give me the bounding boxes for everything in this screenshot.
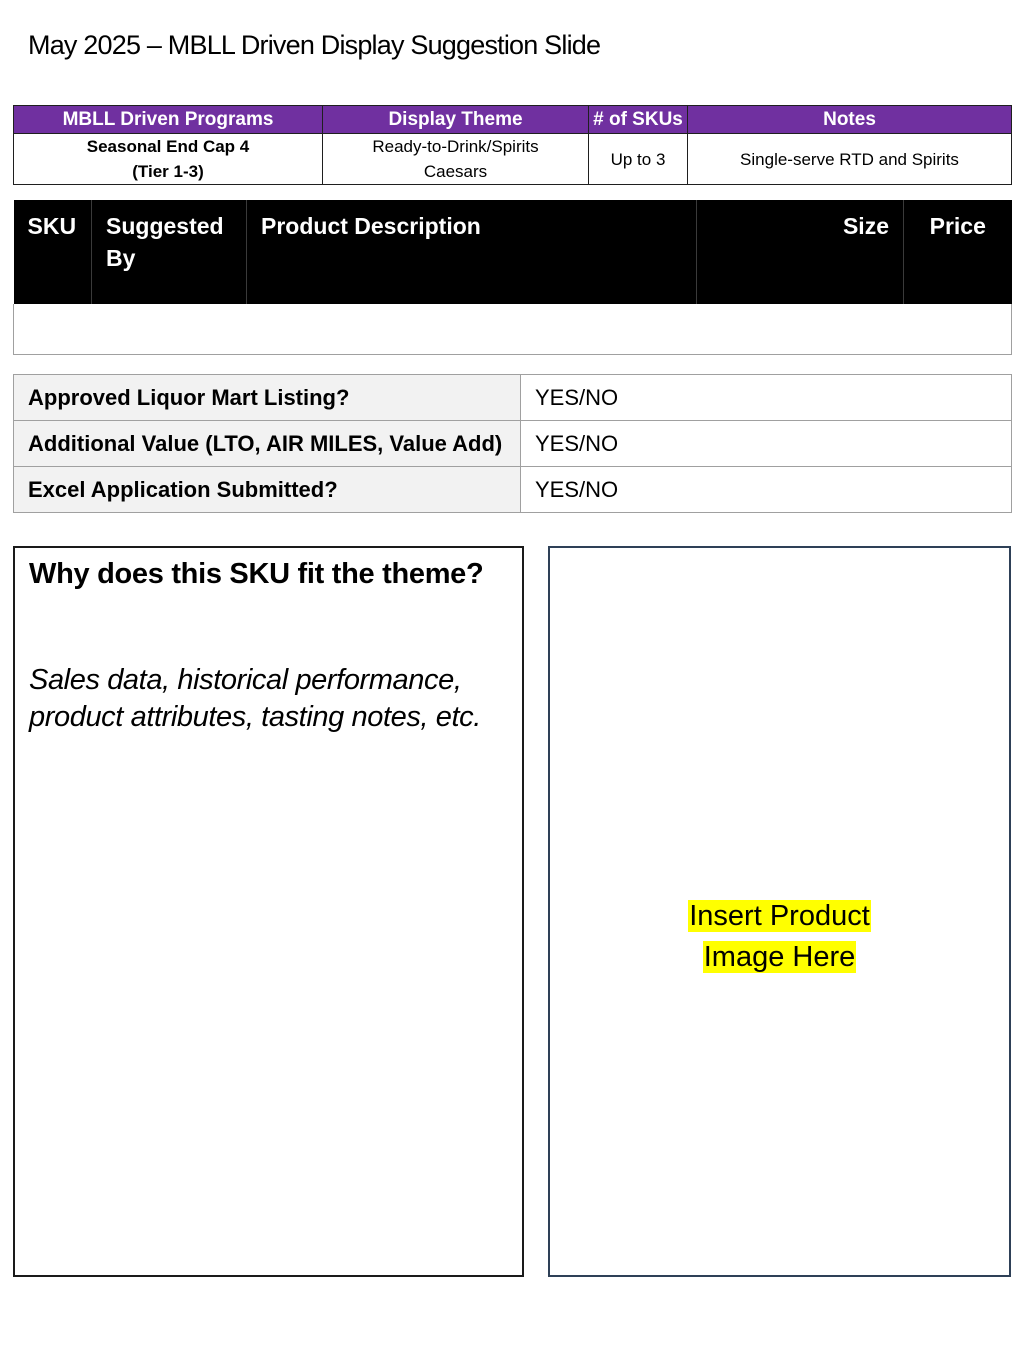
program-line2: (Tier 1-3) bbox=[132, 162, 204, 181]
program-table-header-row bbox=[14, 106, 1012, 134]
sku-table-header-row bbox=[14, 200, 1012, 304]
check-row bbox=[14, 421, 1012, 467]
header-suggested-by bbox=[92, 200, 247, 304]
checks-table bbox=[13, 374, 1012, 513]
header-mbll-driven-programs: MBLL Driven Programs bbox=[14, 106, 323, 134]
header-display-theme: Display Theme bbox=[323, 106, 589, 134]
cell-theme[interactable] bbox=[323, 134, 589, 185]
sku-entry-cell[interactable] bbox=[14, 304, 1012, 355]
sku-table-entry-row bbox=[14, 304, 1012, 355]
program-table bbox=[13, 105, 1012, 185]
program-table-row bbox=[14, 134, 1012, 185]
why-fit-prompt: Sales data, historical performance, product attributes, tasting notes, etc. bbox=[29, 664, 481, 733]
check-value-listing[interactable]: YES/NO bbox=[521, 375, 1012, 421]
check-row bbox=[14, 467, 1012, 513]
why-fit-box[interactable] bbox=[13, 546, 524, 1277]
header-num-skus: # of SKUs bbox=[589, 106, 688, 134]
header-sku: SKU bbox=[14, 200, 92, 304]
header-size: Size bbox=[697, 200, 904, 304]
suggested-line1: Suggested bbox=[106, 213, 224, 239]
theme-line2: Caesars bbox=[423, 162, 488, 181]
check-row bbox=[14, 375, 1012, 421]
image-placeholder bbox=[550, 896, 1009, 978]
check-label-excel-submitted: Excel Application Submitted? bbox=[14, 467, 521, 513]
image-placeholder-line2: Image Here bbox=[703, 941, 856, 973]
product-image-box[interactable] bbox=[548, 546, 1011, 1277]
header-product-description: Product Description bbox=[247, 200, 697, 304]
suggested-line2: By bbox=[106, 245, 136, 271]
image-placeholder-line1: Insert Product bbox=[689, 900, 870, 932]
check-label-additional-value: Additional Value (LTO, AIR MILES, Value Add) bbox=[14, 421, 521, 467]
cell-notes[interactable]: Single-serve RTD and Spirits bbox=[688, 134, 1012, 185]
page-title: May 2025 – MBLL Driven Display Suggestion Slide bbox=[28, 30, 601, 60]
why-fit-heading: Why does this SKU fit the theme? bbox=[29, 558, 484, 590]
check-value-additional-value[interactable]: YES/NO bbox=[521, 421, 1012, 467]
check-label-listing: Approved Liquor Mart Listing? bbox=[14, 375, 521, 421]
check-value-excel-submitted[interactable]: YES/NO bbox=[521, 467, 1012, 513]
sku-table bbox=[13, 200, 1012, 355]
header-price: Price bbox=[904, 200, 1012, 304]
header-notes: Notes bbox=[688, 106, 1012, 134]
cell-program[interactable] bbox=[14, 134, 323, 185]
theme-line1: Ready-to-Drink/Spirits bbox=[372, 137, 539, 156]
program-line1: Seasonal End Cap 4 bbox=[86, 137, 250, 156]
cell-num-skus[interactable]: Up to 3 bbox=[589, 134, 688, 185]
